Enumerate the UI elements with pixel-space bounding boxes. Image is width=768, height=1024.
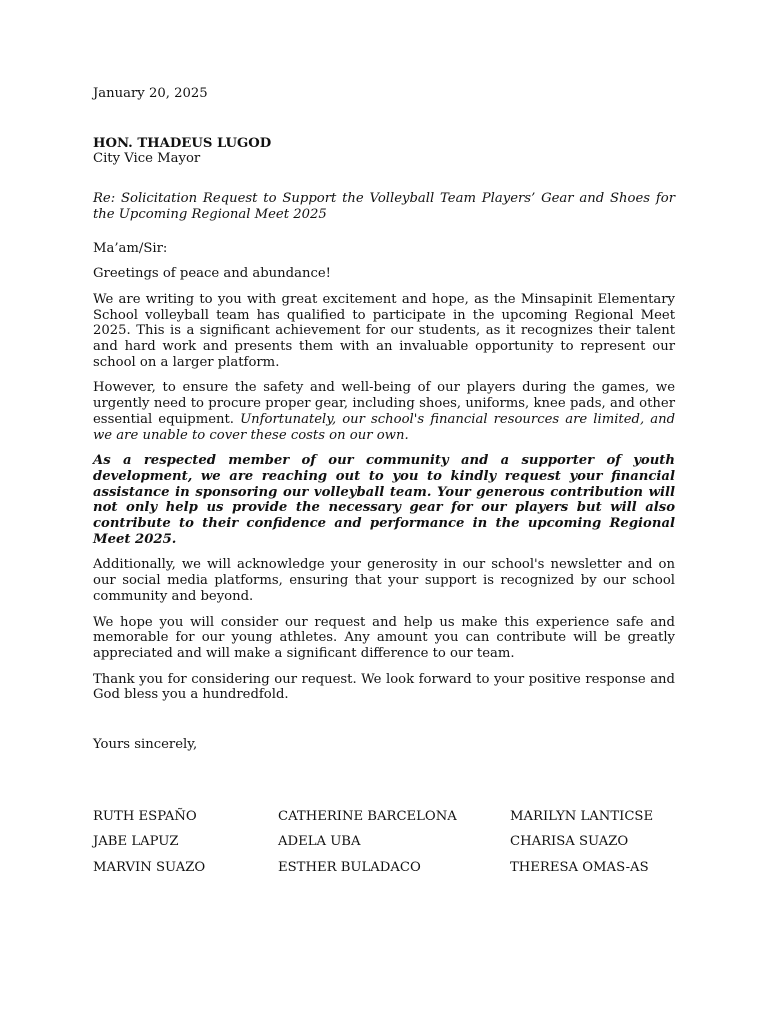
paragraph-intro: We are writing to you with great excitement and hope, as the Minsapinit Elementary School volleyball team has qualified to participate in the upcoming Regional Meet 2025. This is a significant achievement for our students, as it recognizes their talent and hard work and presents them with an invaluable opportunity to represent our school on a larger platform. [93, 291, 675, 370]
letter-body [93, 86, 675, 753]
signatory-name: RUTH ESPAÑO [93, 809, 197, 824]
closing: Yours sincerely, [93, 737, 198, 753]
signatory-name: THERESA OMAS-AS [510, 859, 649, 875]
paragraph-needs-regular: However, to ensure the safety and well-being of our players during the games, we urgently need to procure proper gear, including shoes, uniforms, knee pads, and other essential equipment. [93, 380, 675, 427]
signatory-name: MARILYN LANTICSE [510, 809, 654, 824]
salutation: Ma’am/Sir: [93, 240, 168, 256]
paragraph-thanks: Thank you for considering our request. We look forward to your positive response and God bless you a hundredfold. [93, 671, 675, 703]
paragraph-hope: We hope you will consider our request and help us make this experience safe and memorable for our young athletes. Any amount you can contribute will be greatly appreciated and will make a significant difference to our team. [93, 614, 675, 661]
signatories-block [93, 804, 693, 880]
signatory-row [93, 829, 693, 854]
recipient-title: City Vice Mayor [93, 151, 201, 167]
greeting: Greetings of peace and abundance! [93, 266, 331, 282]
signatory-name: CATHERINE BARCELONA [278, 809, 457, 824]
signatory-name: MARVIN SUAZO [93, 859, 206, 875]
letter-date: January 20, 2025 [93, 86, 208, 101]
signatory-row [93, 855, 693, 880]
signatory-name: JABE LAPUZ [93, 834, 179, 850]
recipient-name: HON. THADEUS LUGOD [93, 135, 272, 151]
paragraph-request: As a respected member of our community and a supporter of youth development, we are reaching out to you to kindly request your financial assistance in sponsoring our volleyball team. Your generous contribution will not only help us provide the necessary gear for our players but will also contribute to their confidence and performance in the upcoming Regional Meet 2025. [93, 453, 675, 547]
paragraph-acknowledgement: Additionally, we will acknowledge your generosity in our school's newsletter and on our social media platforms, ensuring that your support is recognized by our school community and beyond. [93, 557, 675, 604]
signatory-name: ADELA UBA [278, 834, 361, 850]
signatory-name: CHARISA SUAZO [510, 834, 629, 850]
paragraph-needs [93, 380, 675, 443]
signatory-row [93, 804, 693, 829]
paragraph-needs-italic: Unfortunately, our school's financial resources are limited, and we are unable to cover these costs on our own. [93, 411, 676, 443]
subject-line: Re: Solicitation Request to Support the Volleyball Team Players’ Gear and Shoes for the Upcoming Regional Meet 2025 [93, 191, 675, 222]
signatory-name: ESTHER BULADACO [278, 859, 421, 875]
